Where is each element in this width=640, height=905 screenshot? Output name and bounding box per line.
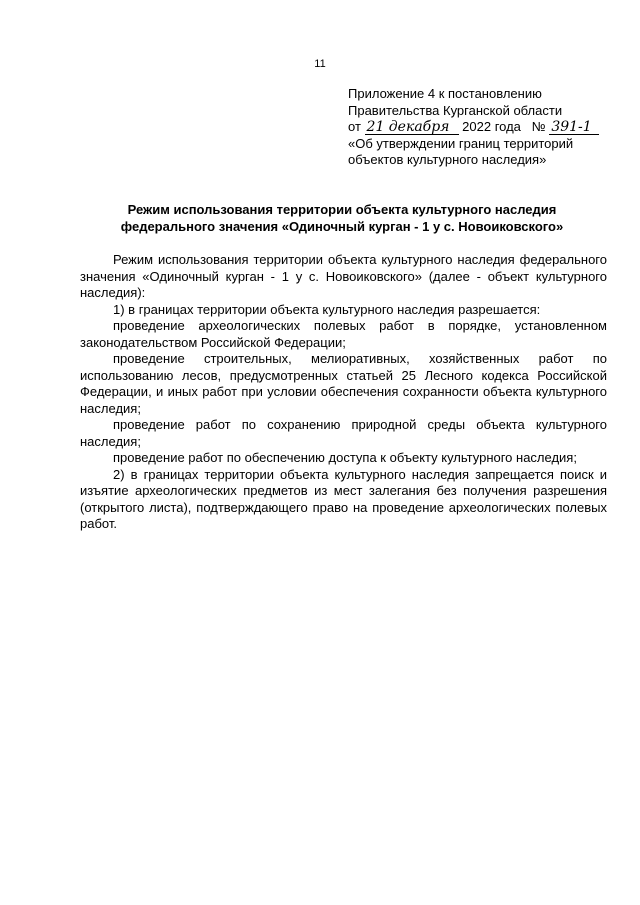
document-heading: Режим использования территории объекта культурного наследия федерального значения «Одиночный курган - 1 у с. Новоиковского»: [120, 202, 564, 234]
paragraph-intro: Режим использования территории объекта культурного наследия федерального значения «Одиночный курган - 1 у с. Новоиковского» (далее - объект культурного наследия):: [80, 252, 607, 300]
paragraph-archaeological-works: проведение археологических полевых работ в порядке, установленном законодательством Российской Федерации;: [80, 318, 607, 350]
handwritten-date: 21 декабря: [365, 120, 459, 135]
paragraph-construction-works: проведение строительных, мелиоративных, хозяйственных работ по использованию лесов, предусмотренных статьей 25 Лесного кодекса Российской Федерации, и иных работ при условии обеспечения сохранности объекта культурного наследия;: [80, 351, 607, 416]
appendix-line-2: Правительства Курганской области: [348, 102, 563, 118]
appendix-line-5: объектов культурного наследия»: [348, 152, 547, 167]
paragraph-access-works: проведение работ по обеспечению доступа к объекту культурного наследия;: [113, 450, 577, 465]
appendix-header: [348, 86, 618, 169]
appendix-line-4: «Об утверждении границ территорий: [348, 135, 574, 151]
handwritten-number: 391-1: [549, 120, 599, 135]
paragraph-nature-preservation: проведение работ по сохранению природной среды объекта культурного наследия;: [80, 417, 607, 449]
number-sign: №: [531, 119, 546, 134]
paragraph-prohibited: 2) в границах территории объекта культурного наследия запрещается поиск и изъятие археологических предметов из мест залегания без получения разрешения (открытого листа), подтверждающего право на проведение археологических полевых работ.: [80, 466, 607, 531]
date-prefix: от: [348, 119, 361, 134]
page-number: 11: [314, 58, 326, 70]
document-body: [80, 252, 607, 533]
appendix-line-1: Приложение 4 к постановлению: [348, 86, 542, 101]
date-year: 2022 года: [462, 119, 521, 134]
paragraph-permitted-header: 1) в границах территории объекта культурного наследия разрешается:: [113, 301, 541, 317]
appendix-line-3: [348, 119, 618, 136]
